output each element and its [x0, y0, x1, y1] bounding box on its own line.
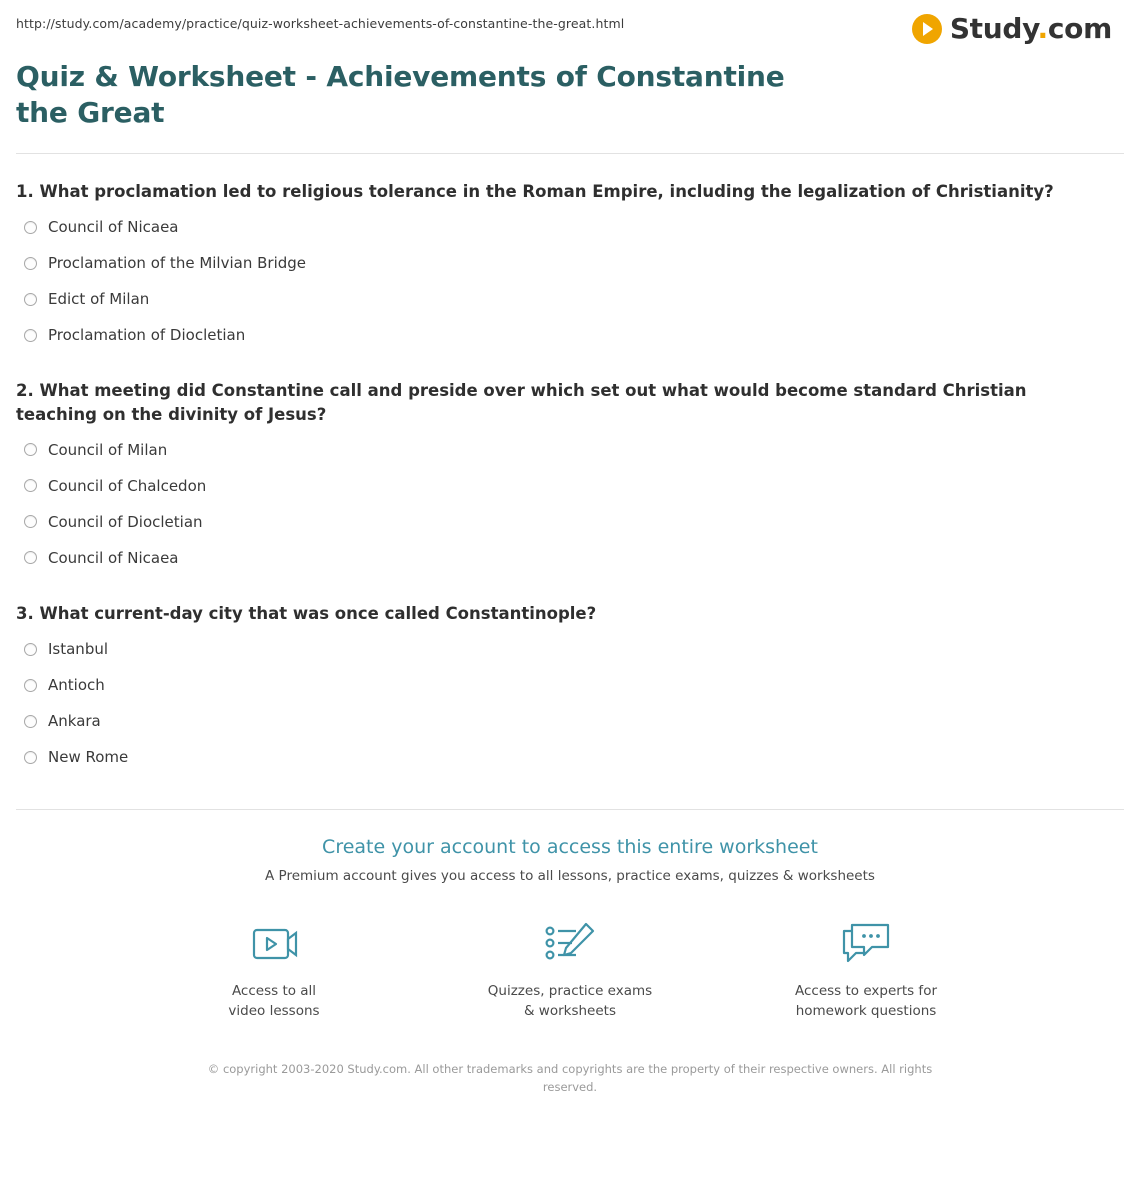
radio-icon[interactable]: [24, 257, 37, 270]
radio-icon[interactable]: [24, 515, 37, 528]
radio-icon[interactable]: [24, 715, 37, 728]
choice-label: Antioch: [48, 676, 105, 695]
study-logo[interactable]: [912, 12, 1124, 45]
question-text: [16, 602, 1106, 625]
radio-icon[interactable]: [24, 679, 37, 692]
feature-text: [189, 982, 359, 1021]
choice-option[interactable]: [16, 317, 1124, 353]
choice-label: New Rome: [48, 748, 129, 767]
choice-option[interactable]: [16, 209, 1124, 245]
promo-headline[interactable]: Create your account to access this entire worksheet: [322, 836, 818, 859]
choice-label: Proclamation of Diocletian: [48, 326, 246, 345]
choice-label: Ankara: [48, 712, 101, 731]
question-prompt: What proclamation led to religious tolerance in the Roman Empire, including the legalization of Christianity?: [39, 181, 1054, 201]
radio-icon[interactable]: [24, 221, 37, 234]
promo-section: [0, 810, 1140, 1096]
logo-suffix: com: [1047, 12, 1112, 45]
choice-label: Council of Chalcedon: [48, 476, 207, 495]
question-text: [16, 379, 1106, 426]
radio-icon[interactable]: [24, 479, 37, 492]
feature-line-2: video lessons: [228, 1002, 320, 1019]
choice-option[interactable]: [16, 703, 1124, 739]
logo-text: [950, 12, 1112, 45]
question-number: 2.: [16, 381, 34, 401]
question-1: [16, 154, 1124, 353]
choice-option[interactable]: [16, 245, 1124, 281]
radio-icon[interactable]: [24, 551, 37, 564]
page-title: Quiz & Worksheet - Achievements of Constantine the Great: [16, 60, 785, 129]
choice-option[interactable]: [16, 504, 1124, 540]
radio-icon[interactable]: [24, 329, 37, 342]
choice-option[interactable]: [16, 432, 1124, 468]
choice-option[interactable]: [16, 739, 1124, 775]
feature-text: [485, 982, 655, 1021]
video-play-icon: [189, 918, 359, 970]
choice-label: Edict of Milan: [48, 290, 150, 309]
feature-line-1: Access to experts for: [794, 983, 937, 1000]
question-prompt: What current-day city that was once called Constantinople?: [39, 603, 597, 623]
choice-label: Council of Nicaea: [48, 218, 179, 237]
question-number: 3.: [16, 603, 34, 623]
radio-icon[interactable]: [24, 443, 37, 456]
radio-icon[interactable]: [24, 643, 37, 656]
choice-label: Proclamation of the Milvian Bridge: [48, 254, 307, 273]
feature-list: [0, 918, 1140, 1021]
copyright-text: © copyright 2003-2020 Study.com. All other trademarks and copyrights are the property of their respective owners. All rights reserved.: [207, 1062, 933, 1094]
choice-option[interactable]: [16, 540, 1124, 576]
feature-text: [781, 982, 951, 1021]
question-2: [16, 353, 1124, 576]
question-text: [16, 180, 1106, 203]
feature-line-2: & worksheets: [523, 1002, 616, 1019]
choice-label: Council of Nicaea: [48, 548, 179, 567]
choice-option[interactable]: [16, 667, 1124, 703]
question-3: [16, 576, 1124, 775]
radio-icon[interactable]: [24, 751, 37, 764]
feature-line-2: homework questions: [795, 1002, 937, 1019]
choice-label: Council of Milan: [48, 440, 168, 459]
logo-brand: Study: [949, 12, 1038, 45]
choice-option[interactable]: [16, 631, 1124, 667]
quiz-body: [0, 154, 1140, 776]
feature-quizzes: [485, 918, 655, 1021]
choice-list: [16, 432, 1124, 576]
feature-line-1: Access to all: [231, 983, 317, 1000]
choice-list: [16, 631, 1124, 775]
radio-icon[interactable]: [24, 293, 37, 306]
choice-list: [16, 209, 1124, 353]
quiz-pencil-icon: [485, 918, 655, 970]
play-circle-icon: [912, 14, 942, 44]
choice-label: Istanbul: [48, 640, 109, 659]
chat-bubbles-icon: [781, 918, 951, 970]
logo-dot: .: [1037, 12, 1048, 45]
page-header: [0, 0, 1140, 51]
question-number: 1.: [16, 181, 34, 201]
feature-line-1: Quizzes, practice exams: [487, 983, 653, 1000]
question-prompt: What meeting did Constantine call and preside over which set out what would become standard Christian teaching on the divinity of Jesus?: [16, 381, 1027, 424]
feature-video-lessons: [189, 918, 359, 1021]
choice-label: Council of Diocletian: [48, 512, 203, 531]
title-section: [0, 51, 1140, 131]
feature-experts: [781, 918, 951, 1021]
promo-subhead: A Premium account gives you access to all lessons, practice exams, quizzes & worksheets: [265, 868, 875, 885]
page-url: http://study.com/academy/practice/quiz-worksheet-achievements-of-constantine-the-great.html: [16, 16, 625, 31]
choice-option[interactable]: [16, 468, 1124, 504]
choice-option[interactable]: [16, 281, 1124, 317]
